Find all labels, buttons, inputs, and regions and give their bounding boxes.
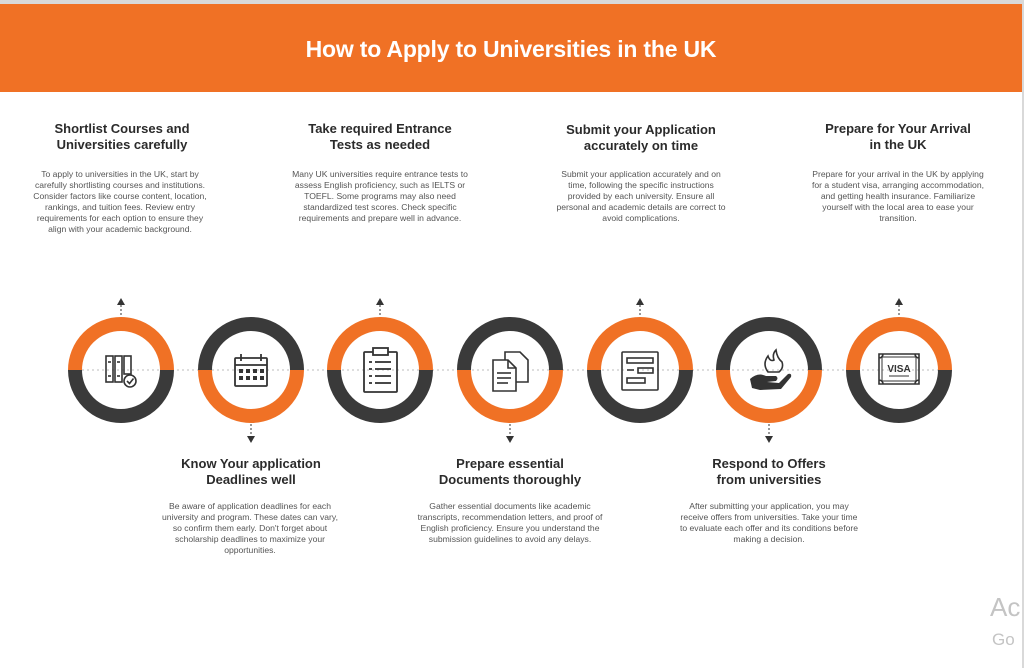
step-4-title: Prepare essential Documents thoroughly <box>438 456 582 487</box>
step-5-arrow-up-icon <box>636 298 644 305</box>
step-5-node <box>594 298 686 416</box>
step-1-ring-dark <box>75 370 167 416</box>
step-1-node <box>75 298 167 416</box>
step-3-text: Many UK universities require entrance tests to assess English proficiency, such as IELTS or TOEFL. Some programs may also need standardized test scores. Check specific requirements and prepare well in advance. <box>292 169 468 223</box>
step-6-node <box>723 324 815 443</box>
watermark-line-2: Go <box>992 630 1015 649</box>
step-7-title: Prepare for Your Arrival in the UK <box>825 121 971 152</box>
step-1-title: Shortlist Courses and Universities carefully <box>54 121 190 152</box>
step-1-ring-orange <box>75 324 167 370</box>
infographic-page <box>0 4 1022 668</box>
step-2-arrow-down-icon <box>247 436 255 443</box>
step-7-ring-dark <box>853 370 945 416</box>
step-4-node <box>464 324 556 443</box>
step-6-text: After submitting your application, you may receive offers from universities. Take your time to evaluate each offer and its conditions before making a decision. <box>679 501 859 544</box>
step-5-text: Submit your application accurately and on time, following the specific instructions provided by each university. Ensure all personal and academic details are correct to avoid complications. <box>556 169 726 223</box>
books-check-icon <box>106 356 136 387</box>
step-4-arrow-down-icon <box>506 436 514 443</box>
step-7-arrow-up-icon <box>895 298 903 305</box>
step-3-title: Take required Entrance Tests as needed <box>308 121 452 152</box>
step-2-ring-dark <box>205 324 297 370</box>
step-1-text: To apply to universities in the UK, start by carefully shortlisting courses and institutions. Consider factors like course content, location, rankings, and tuition fees. Review entry requirements for each option to ensure they align with your academic background. <box>33 169 207 234</box>
page-title: How to Apply to Universities in the UK <box>305 36 717 62</box>
step-5-ring-dark <box>594 370 686 416</box>
step-2-node <box>205 324 297 443</box>
step-6-ring-dark <box>723 324 815 370</box>
step-3-arrow-up-icon <box>376 298 384 305</box>
documents-icon <box>493 352 528 391</box>
calendar-icon <box>235 354 267 386</box>
step-2-title: Know Your application Deadlines well <box>181 456 321 487</box>
step-7-text: Prepare for your arrival in the UK by applying for a student visa, arranging accommodation, and getting health insurance. Familiarize yourself with the local area to ease your transition. <box>812 169 984 223</box>
visa-label: VISA <box>887 364 911 375</box>
step-5-title: Submit your Application accurately on time <box>566 122 716 153</box>
step-1-arrow-up-icon <box>117 298 125 305</box>
timeline <box>0 4 1022 668</box>
hand-offer-icon <box>750 350 791 390</box>
step-6-arrow-down-icon <box>765 436 773 443</box>
visa-icon <box>879 354 919 384</box>
step-2-ring-orange <box>205 370 297 416</box>
step-3-ring-orange <box>334 324 426 370</box>
step-3-node <box>334 298 426 416</box>
watermark-line-1: Ac <box>990 592 1021 622</box>
step-2-text: Be aware of application deadlines for each university and program. These dates can vary, so confirm them early. Don't forget about scholarship deadlines to maximize your opportunities. <box>162 501 338 555</box>
application-form-icon <box>622 352 658 390</box>
step-7-node <box>853 298 945 416</box>
step-6-title: Respond to Offers from universities <box>712 456 826 487</box>
step-4-text: Gather essential documents like academic transcripts, recommendation letters, and proof of English proficiency. Ensure you understand the submission guidelines to avoid any delays. <box>417 501 603 544</box>
